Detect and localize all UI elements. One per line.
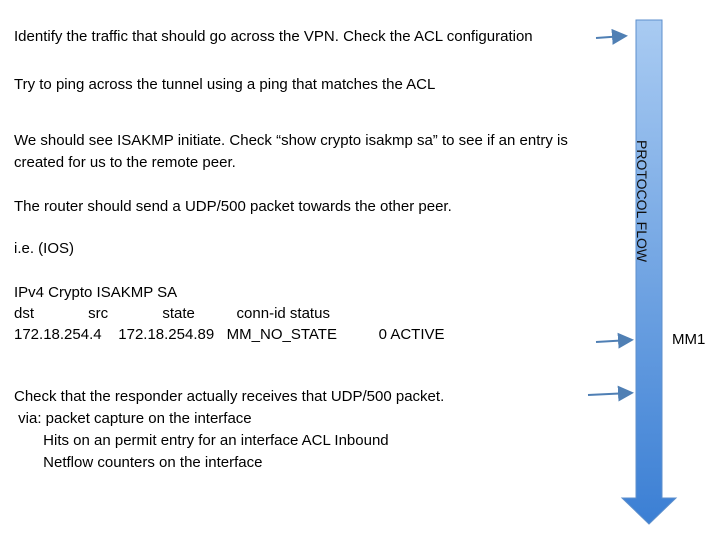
step-responder-check: Check that the responder actually receives that UDP/500 packet. <box>14 388 445 405</box>
via-acl-hits: Hits on an permit entry for an interface ACL Inbound <box>14 432 389 449</box>
ios-example-label: i.e. (IOS) <box>14 240 75 257</box>
isakmp-sa-columns: dst src state conn-id status <box>14 305 330 322</box>
step-identify-traffic: Identify the traffic that should go across the VPN. Check the ACL configuration <box>14 28 533 45</box>
via-netflow: Netflow counters on the interface <box>14 454 263 471</box>
isakmp-sa-heading: IPv4 Crypto ISAKMP SA <box>14 284 178 301</box>
step-udp500-send: The router should send a UDP/500 packet towards the other peer. <box>14 198 452 215</box>
pointer-arrow-top <box>596 36 624 38</box>
step-ping-tunnel: Try to ping across the tunnel using a ping that matches the ACL <box>14 76 436 93</box>
pointer-arrow-mm1 <box>596 340 630 342</box>
protocol-flow-label: PROTOCOL FLOW <box>634 140 650 263</box>
via-packet-capture: via: packet capture on the interface <box>14 410 252 427</box>
step-isakmp-initiate: We should see ISAKMP initiate. Check “show crypto isakmp sa” to see if an entry is created for us to the remote peer. <box>14 132 568 171</box>
isakmp-sa-row: 172.18.254.4 172.18.254.89 MM_NO_STATE 0 ACTIVE <box>14 326 445 343</box>
mm1-marker-label: MM1 <box>672 331 706 348</box>
protocol-flow-arrow <box>622 20 676 524</box>
pointer-arrow-responder <box>588 393 630 395</box>
